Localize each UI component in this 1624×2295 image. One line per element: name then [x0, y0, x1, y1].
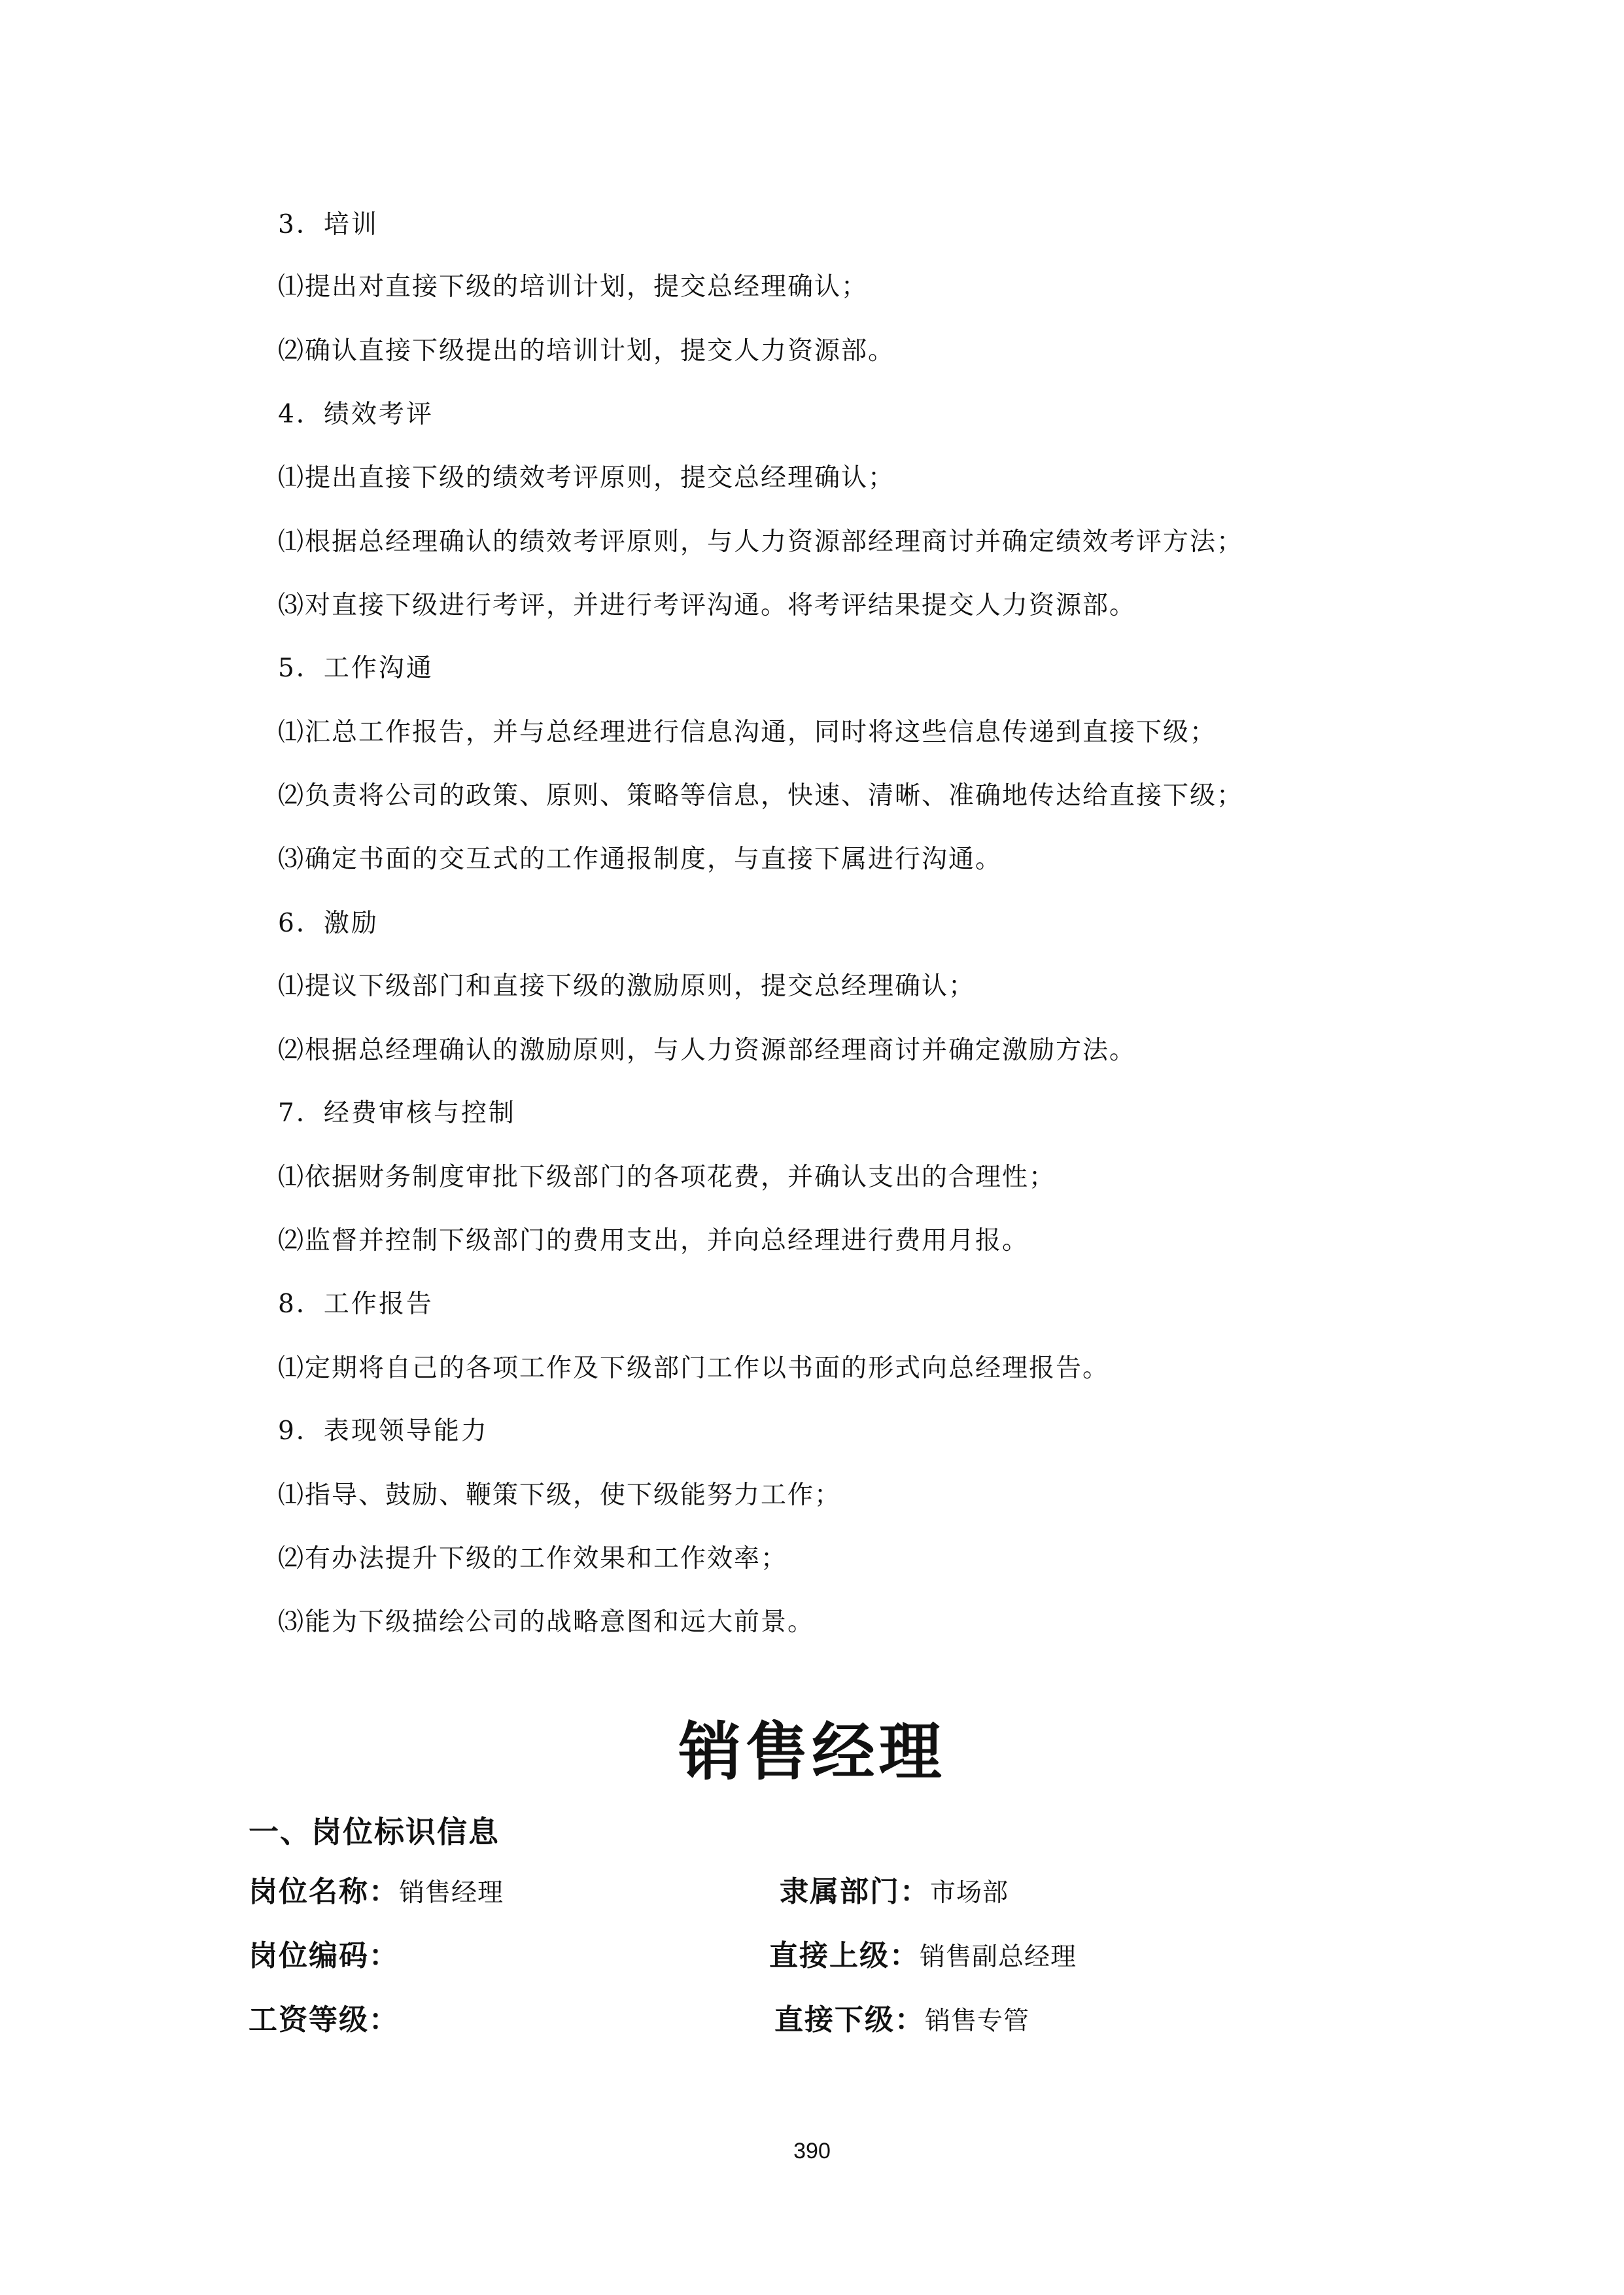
- list-item: ⑶对直接下级进行考评，并进行考评沟通。将考评结果提交人力资源部。: [278, 591, 1137, 620]
- list-item: ⑵监督并控制下级部门的费用支出，并向总经理进行费用月报。: [278, 1226, 1029, 1255]
- department-value: 市场部: [930, 1878, 1009, 1908]
- department-field: [780, 1874, 1009, 1912]
- list-item: ⑵确认直接下级提出的培训计划，提交人力资源部。: [278, 336, 895, 366]
- heading-leadership: 9．表现领导能力: [278, 1416, 489, 1446]
- list-item: ⑶能为下级描绘公司的战略意图和远大前景。: [278, 1607, 815, 1637]
- direct-superior-label: 直接上级：: [769, 1939, 920, 1972]
- list-item: ⑶确定书面的交互式的工作通报制度，与直接下属进行沟通。: [278, 845, 1003, 874]
- heading-budget-control: 7．经费审核与控制: [278, 1098, 516, 1128]
- list-item: ⑴指导、鼓励、鞭策下级，使下级能努力工作；: [278, 1480, 842, 1510]
- list-item: ⑵根据总经理确认的激励原则，与人力资源部经理商讨并确定激励方法。: [278, 1036, 1137, 1065]
- list-item: ⑴汇总工作报告，并与总经理进行信息沟通，同时将这些信息传递到直接下级；: [278, 718, 1217, 747]
- list-item: ⑴提出直接下级的绩效考评原则，提交总经理确认；: [278, 463, 895, 493]
- list-item: ⑵负责将公司的政策、原则、策略等信息，快速、清晰、准确地传达给直接下级；: [278, 781, 1244, 811]
- department-label: 隶属部门：: [780, 1875, 930, 1908]
- position-code-label: 岗位编码：: [249, 1939, 399, 1972]
- list-item: ⑵有办法提升下级的工作效果和工作效率；: [278, 1544, 788, 1573]
- position-name-field: [249, 1874, 504, 1912]
- page-number: 390: [793, 2139, 831, 2164]
- heading-work-report: 8．工作报告: [278, 1289, 434, 1319]
- list-item: ⑴定期将自己的各项工作及下级部门工作以书面的形式向总经理报告。: [278, 1354, 1110, 1383]
- list-item: ⑴提出对直接下级的培训计划，提交总经理确认；: [278, 272, 869, 302]
- direct-superior-value: 销售副总经理: [920, 1942, 1077, 1972]
- list-item: ⑴提议下级部门和直接下级的激励原则，提交总经理确认；: [278, 972, 976, 1001]
- direct-subordinate-field: [774, 2002, 1029, 2040]
- page-title: 销售经理: [678, 1715, 946, 1789]
- heading-performance-review: 4．绩效考评: [278, 400, 434, 429]
- list-item: ⑴根据总经理确认的绩效考评原则，与人力资源部经理商讨并确定绩效考评方法；: [278, 527, 1244, 557]
- position-code-field: [249, 1938, 399, 1976]
- heading-incentive: 6．激励: [278, 909, 379, 938]
- salary-grade-field: [249, 2002, 399, 2040]
- list-item: ⑴依据财务制度审批下级部门的各项花费，并确认支出的合理性；: [278, 1163, 1056, 1192]
- direct-superior-field: [769, 1938, 1077, 1976]
- direct-subordinate-label: 直接下级：: [774, 2003, 925, 2037]
- section-heading: 一、岗位标识信息: [249, 1814, 500, 1849]
- direct-subordinate-value: 销售专管: [925, 2006, 1030, 2036]
- heading-communication: 5．工作沟通: [278, 654, 434, 683]
- position-name-value: 销售经理: [399, 1878, 504, 1908]
- position-name-label: 岗位名称：: [249, 1875, 399, 1908]
- salary-grade-label: 工资等级：: [249, 2003, 399, 2037]
- heading-training: 3．培训: [278, 210, 379, 239]
